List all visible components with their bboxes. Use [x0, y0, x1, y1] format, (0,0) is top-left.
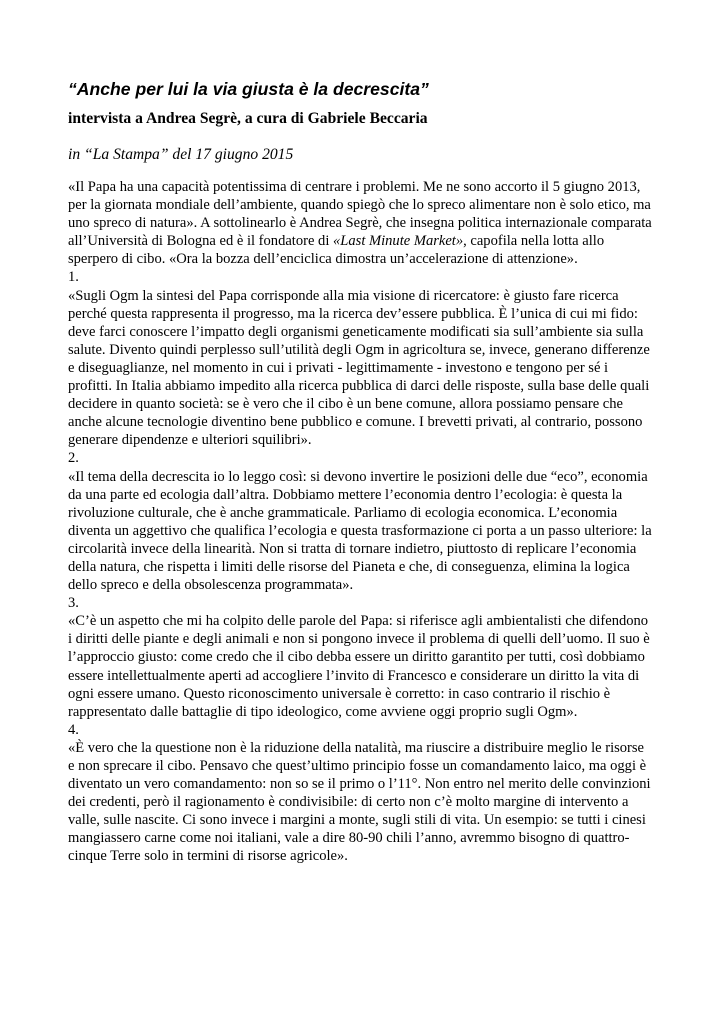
body-line: «Il Papa ha una capacità potentissima di centrare i problemi. Me ne sono accorto il 5 giugno 2013, — [68, 179, 641, 195]
section-number: 3. — [68, 595, 79, 612]
body-line: salute. Divento quindi perplesso sull’utilità degli Ogm in agricoltura se, invece, generano differenze — [68, 341, 650, 358]
body-line: «È vero che la questione non è la riduzione della natalità, ma riuscire a distribuire meglio le risorse — [68, 739, 645, 756]
body-line: e diseguaglianze, nel momento in cui i privati - legittimamente - investono e tengono per sé i — [68, 359, 609, 376]
body-line: rappresentato dalle battaglie di tipo ideologico, come avviene oggi proprio sugli Ogm». — [68, 703, 578, 720]
body-line: «Il tema della decrescita io lo leggo così: si devono invertire le posizioni delle due “eco”, economia — [68, 468, 648, 485]
body-line: anche alcune tecnologie diventino bene pubblico e comune. I brevetti privati, al contrario, possono — [68, 414, 643, 431]
section-number: 2. — [68, 450, 79, 467]
body-line-start: all’Università di Bologna ed è il fondatore di — [68, 233, 334, 250]
body-line: deve farci conoscere l’impatto degli organismi geneticamente modificati sia sull’ambiente sia sulla — [68, 323, 644, 340]
body-line: da una parte ed ecologia dall’altra. Dobbiamo mettere l’economia dentro l’ecologia: è questa la — [68, 486, 623, 503]
body-line: rivoluzione culturale, che è anche grammaticale. Parliamo di ecologia economica. L’economia — [68, 504, 618, 521]
body-line: cinque Terre solo in termini di risorse agricole». — [68, 848, 348, 865]
body-line: uno spreco di natura». A sottolinearlo è Andrea Segrè, che insegna politica internazionale comparata — [68, 215, 652, 232]
body-line: della natura, che rispetta i limiti delle risorse del Pianeta e che, di conseguenza, elimina la logica — [68, 558, 630, 575]
body-line: generare dipendenze e ulteriori squilibri». — [68, 432, 312, 449]
body-line: dei credenti, però il ragionamento è condivisibile: di certo non c’è molto margine di intervento a — [68, 794, 629, 811]
body-line: dello spreco e della obsolescenza programmata». — [68, 577, 354, 594]
body-line: «C’è un aspetto che mi ha colpito delle parole del Papa: si riferisce agli ambientalisti che difendono — [68, 613, 649, 630]
article-source: in “La Stampa” del 17 giugno 2015 — [68, 146, 294, 163]
body-line: diventa un aggettivo che qualifica l’ecologia e questa trasformazione ci porta a un passo ulteriore: la — [68, 522, 652, 539]
article-title: “Anche per lui la via giusta è la decrescita” — [68, 79, 429, 99]
body-line: circolarità invece della linearità. Non si tratta di tornare indietro, piuttosto di replicare l’economia — [68, 540, 637, 557]
article-body — [68, 178, 668, 866]
body-line: mangiassero carne come noi italiani, vale a dire 80-90 chili l’anno, avremmo bisogno di quattro- — [68, 830, 630, 847]
body-line: sperpero di cibo. «Ora la bozza dell’enciclica dimostra un’accelerazione di attenzione». — [68, 251, 578, 268]
section-number: 1. — [68, 269, 79, 286]
body-line: i diritti delle piante e degli animali e non si pongono invece il problema di quelli dell’uomo. Il suo è — [68, 631, 650, 648]
body-line: perché questa rappresenta il progresso, ma la ricerca dev’essere pubblica. È l’unica di cui mi fido: — [68, 305, 638, 322]
body-line: decidere in quanto società: se è vero che il cibo è un bene comune, allora possiamo pensare che — [68, 396, 623, 413]
body-line — [68, 232, 668, 250]
body-line-end: , capofila nella lotta allo — [463, 233, 605, 250]
body-line: l’approccio giusto: come credo che il cibo debba essere un diritto garantito per tutti, così dobbiamo — [68, 649, 645, 666]
body-line: valle, sulle nascite. Ci sono invece i margini a monte, sugli stili di vita. Un esempio: se tutti i cinesi — [68, 812, 646, 829]
body-line: ogni essere umano. Questo riconoscimento universale è corretto: in caso contrario il rischio è — [68, 685, 611, 702]
article-subtitle: intervista a Andrea Segrè, a cura di Gabriele Beccaria — [68, 110, 428, 127]
body-line: «Sugli Ogm la sintesi del Papa corrisponde alla mia visione di ricercatore: è giusto fare ricerca — [68, 287, 619, 304]
body-line: essere intellettualmente aperti ad accogliere l’invito di Francesco e considerare un diritto la vita di — [68, 667, 640, 684]
section-number: 4. — [68, 721, 79, 738]
body-line: profitti. In Italia abbiamo impedito alla ricerca pubblica di darci delle risposte, sulla base delle quali — [68, 378, 650, 395]
last-minute-market-italic: «Last Minute Market» — [333, 233, 464, 250]
body-line: e non sprecare il cibo. Pensavo che quest’ultimo principio fosse un comandamento laico, ma oggi è — [68, 758, 647, 774]
body-line: per la giornata mondiale dell’ambiente, quando spiegò che lo spreco alimentare non è solo etico, ma — [68, 197, 651, 214]
body-line: diventato un vero comandamento: non so se il primo o l’11°. Non entro nel merito delle convinzioni — [68, 776, 651, 793]
